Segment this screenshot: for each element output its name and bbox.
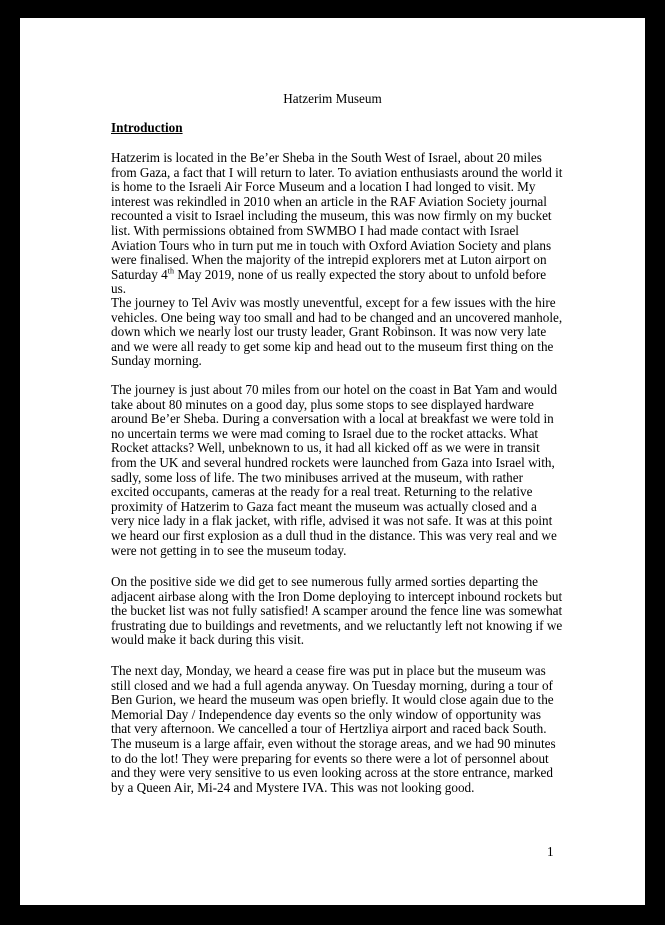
section-heading-introduction: Introduction [111, 120, 183, 135]
page-number: 1 [547, 844, 554, 859]
paragraph-5: The next day, Monday, we heard a cease fire was put in place but the museum was still closed and we had a full agenda anyway. On Tuesday morning, during a tour of Ben Gurion, we heard the museum was open briefly. It would close again due to the Memorial Day / Independence day events so the only window of opportunity was that very afternoon. We cancelled a tour of Hertzliya airport and raced back South. The museum is a large affair, even without the storage areas, and we had 90 minutes to do the lot! They were preparing for events so there were a lot of personnel about and they were very sensitive to us even looking across at the store entrance, marked by a Queen Air, Mi-24 and Mystere IVA. This was not looking good. [111, 663, 556, 795]
document-title: Hatzerim Museum [283, 91, 382, 106]
ordinal-suffix: th [167, 266, 175, 276]
paragraph-4: On the positive side we did get to see numerous fully armed sorties departing the adjacent airbase along with the Iron Dome deploying to intercept inbound rockets but the bucket list was not fully satisfied! A scamper around the fence line was somewhat frustrating due to buildings and revetments, and we reluctantly left not knowing if we would make it back during this visit. [111, 574, 563, 648]
paragraph-1-text-end: May 2019, none of us really expected the story about to unfold before us. [111, 266, 547, 297]
paragraph-1 [111, 151, 563, 297]
paragraph-2: The journey to Tel Aviv was mostly uneventful, except for a few issues with the hire vehicles. One being way too small and had to be changed and an uncovered manhole, down which we nearly lost our trusty leader, Grant Robinson. It was now very late and we were all ready to get some kip and head out to the museum first thing on the Sunday morning. [111, 295, 563, 369]
document-page [20, 18, 645, 905]
paragraph-1-text: Hatzerim is located in the Be’er Sheba in the South West of Israel, about 20 miles from Gaza, a fact that I will return to later. To aviation enthusiasts around the world it is home to the Israeli Air Force Museum and a location I had longed to visit. My interest was rekindled in 2010 when an article in the RAF Aviation Society journal recounted a visit to Israel including the museum, this was now firmly on my bucket list. With permissions obtained from SWMBO I had made contact with Israel Aviation Tours who in turn put me in touch with Oxford Aviation Society and plans were finalised. When the majority of the intrepid explorers met at Luton airport on Saturday 4 [111, 150, 563, 282]
paragraph-3: The journey is just about 70 miles from our hotel on the coast in Bat Yam and would take about 80 minutes on a good day, plus some stops to see displayed hardware around Be’er Sheba. During a conversation with a local at breakfast we were told in no uncertain terms we were mad coming to Israel due to the rocket attacks. What Rocket attacks? Well, unbeknown to us, it had all kicked off as we were in transit from the UK and several hundred rockets were launched from Gaza into Israel with, sadly, some loss of life. The two minibuses arrived at the museum, with rather excited occupants, cameras at the ready for a real treat. Returning to the relative proximity of Hatzerim to Gaza fact meant the museum was actually closed and a very nice lady in a flak jacket, with rifle, advised it was not safe. It was at this point we heard our first explosion as a dull thud in the distance. This was very real and we were not getting in to see the museum today. [111, 382, 558, 558]
